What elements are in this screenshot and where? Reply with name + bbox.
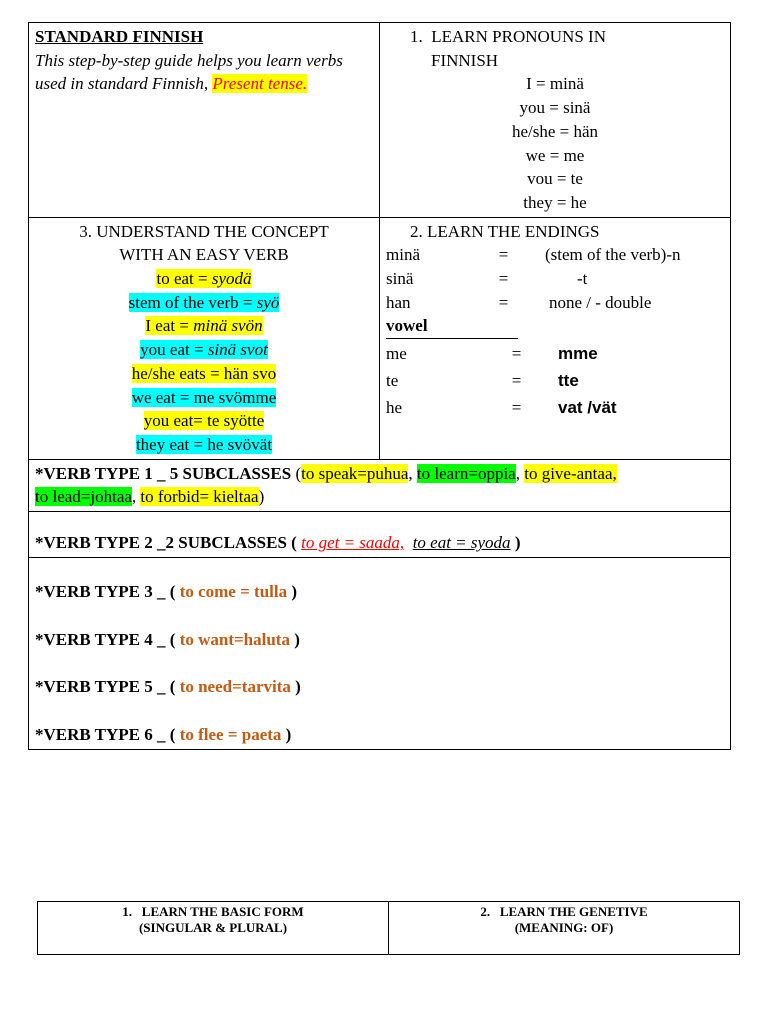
pronouns-heading: 1. LEARN PRONOUNS IN FINNISH: [410, 27, 606, 70]
genetive-subheading: (MEANING: OF): [514, 920, 614, 935]
ending-row: han = none / - double: [386, 292, 652, 312]
intro-cell: [29, 23, 380, 218]
verb-type-5-line: *VERB TYPE 5 _ ( to need=tarvita ): [35, 677, 301, 697]
concept-cell: [29, 217, 380, 459]
verb-type-6-line: *VERB TYPE 6 _ ( to flee = paeta ): [35, 725, 292, 745]
he-she-eats-line: he/she eats = hän svo: [131, 363, 277, 383]
you-eat-line: you eat = sinä svot: [140, 340, 268, 360]
verb-type-3-line: *VERB TYPE 3 _ ( to come = tulla ): [35, 582, 298, 602]
basic-form-heading: 1. LEARN THE BASIC FORM: [122, 904, 304, 919]
ending-row: te = tte: [386, 370, 579, 390]
basic-form-subheading: (SINGULAR & PLURAL): [138, 920, 288, 935]
you-plural-eat-line: you eat= te syötte: [143, 411, 265, 431]
pronoun-item: he/she = hän: [511, 121, 599, 141]
verb-guide-table: [28, 22, 731, 750]
example-eat: to eat = syoda: [412, 533, 511, 553]
pronoun-item: they = he: [523, 192, 587, 212]
genetive-cell: [389, 902, 740, 955]
pronoun-item: I = minä: [526, 74, 584, 94]
genetive-heading: 2. LEARN THE GENETIVE: [480, 904, 648, 919]
verb-type-2-label: *VERB TYPE 2 _2 SUBCLASSES (: [35, 533, 302, 553]
document-title: STANDARD FINNISH: [35, 27, 204, 46]
pronoun-list: [386, 72, 724, 214]
verb-type-2-cell: *VERB TYPE 2 _2 SUBCLASSES ( to get = saada, to eat = syoda ): [29, 512, 731, 558]
i-eat-line: I eat = minä svön: [145, 316, 263, 336]
verb-type-4-line: *VERB TYPE 4 _ ( to want=haluta ): [35, 629, 300, 649]
verb-type-1-label: *VERB TYPE 1 _ 5 SUBCLASSES: [35, 463, 292, 483]
ending-row: minä = (stem of the verb)-n: [386, 245, 681, 265]
pronoun-item: we = me: [525, 145, 585, 165]
vowel-label: vowel: [386, 314, 518, 339]
pronoun-item: vou = te: [527, 169, 583, 189]
pronouns-cell: [380, 23, 731, 218]
we-eat-line: we eat = me svömme: [131, 387, 277, 407]
example-get: to get = saada,: [301, 533, 405, 553]
intro-paragraph: This step-by-step guide helps you learn verbs used in standard Finnish, Present tense.: [35, 50, 343, 94]
ending-row: he = vat /vät: [386, 397, 617, 417]
example-speak: to speak=puhua: [301, 463, 409, 483]
forms-table: [37, 901, 740, 955]
stem-line: stem of the verb = syö: [128, 292, 280, 312]
concept-heading-line2: WITH AN EASY VERB: [119, 245, 289, 265]
pronoun-item: you = sinä: [519, 98, 591, 118]
verb-types-3-6-cell: [29, 558, 731, 750]
example-learn: to learn=oppia: [416, 463, 516, 483]
example-forbid: to forbid= kieltaa: [140, 487, 259, 507]
ending-row: me = mme: [386, 344, 598, 364]
basic-form-cell: [38, 902, 389, 955]
they-eat-line: they eat = he svövät: [135, 434, 273, 454]
to-eat-line: to eat = syodä: [156, 269, 252, 289]
example-lead: to lead=johtaa: [35, 487, 132, 507]
verb-type-1-cell: *VERB TYPE 1 _ 5 SUBCLASSES (to speak=puhua, to learn=oppia, to give-antaa, to lead=johtaa, to forbid= kieltaa): [29, 459, 731, 511]
endings-heading: 2. LEARN THE ENDINGS: [410, 221, 600, 241]
concept-heading-line1: 3. UNDERSTAND THE CONCEPT: [79, 221, 329, 241]
ending-row: sinä = -t: [386, 269, 588, 289]
endings-cell: [380, 217, 731, 459]
example-give: to give-antaa,: [524, 463, 617, 483]
present-tense-highlight: Present tense.: [212, 74, 308, 94]
